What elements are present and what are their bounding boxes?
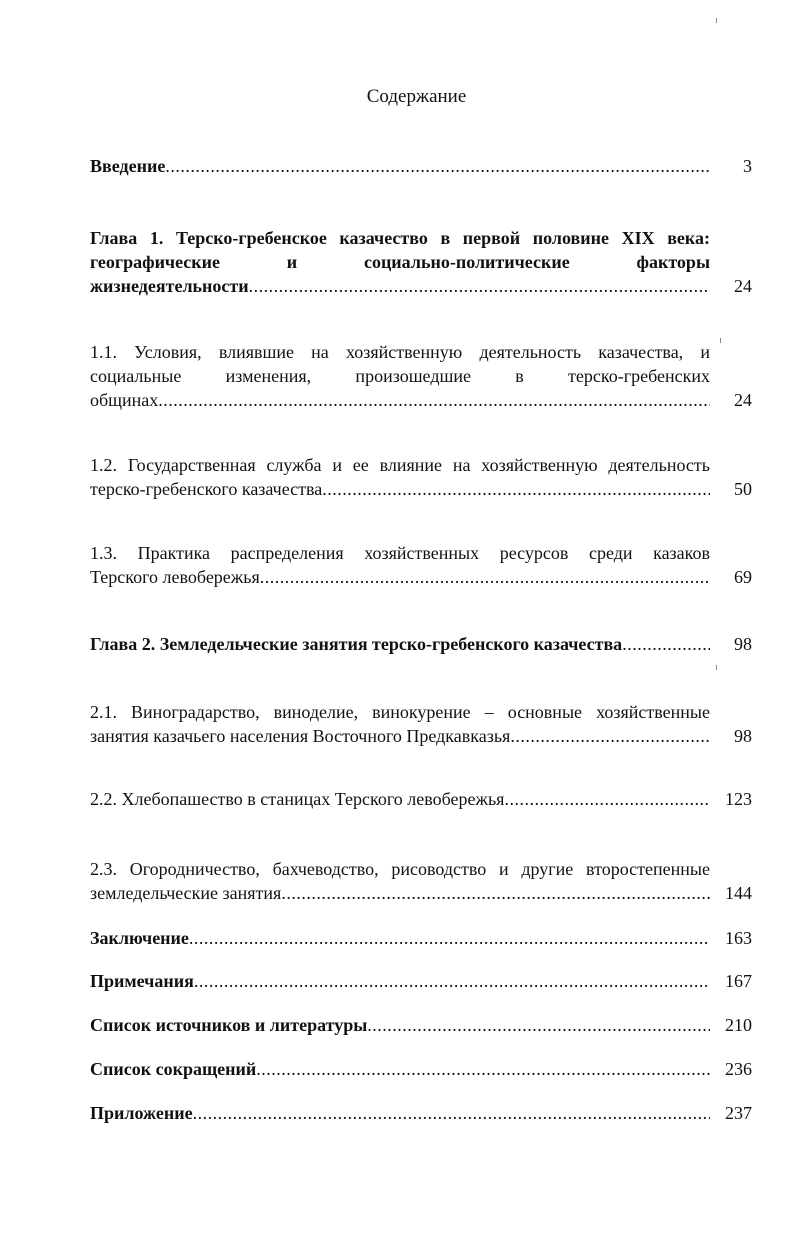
dot-leader xyxy=(158,388,710,412)
toc-entry-line: Глава 1. Терско-гребенское казачество в первой половине XIX века: xyxy=(90,228,710,248)
toc-entry-title: 2.2. Хлебопашество в станицах Терского левобережья xyxy=(90,789,505,809)
dot-leader xyxy=(194,969,710,993)
toc-page-number: 167 xyxy=(725,971,752,991)
toc-entry-title: Введение xyxy=(90,156,166,176)
toc-page-number: 210 xyxy=(725,1015,752,1035)
toc-entry-line: географические и социально-политические факторы xyxy=(90,252,710,272)
toc-page-number: 24 xyxy=(734,276,752,296)
dot-leader xyxy=(260,565,710,589)
toc-entry[interactable] xyxy=(90,1101,710,1125)
toc-page-number: 163 xyxy=(725,928,752,948)
dot-leader xyxy=(510,724,710,748)
toc-page-number: 69 xyxy=(734,567,752,587)
toc-entry-line: 1.1. Условия, влиявшие на хозяйственную деятельность казачества, и xyxy=(90,342,710,362)
toc-entry-last-line xyxy=(90,632,710,656)
toc-entry-last-line xyxy=(90,274,710,298)
toc-page-number: 98 xyxy=(734,726,752,746)
toc-entry-last-line xyxy=(90,565,710,589)
scan-speck xyxy=(716,18,717,23)
toc-entry-last-line xyxy=(90,1057,710,1081)
toc-entry[interactable] xyxy=(90,787,710,811)
toc-entry-line: 1.3. Практика распределения хозяйственных ресурсов среди казаков xyxy=(90,543,710,563)
toc-entry-last-line xyxy=(90,388,710,412)
toc-entry[interactable] xyxy=(90,340,710,412)
toc-entry-last-line xyxy=(90,969,710,993)
toc-page-number: 236 xyxy=(725,1059,752,1079)
toc-entry-title: Терского левобережья xyxy=(90,567,260,587)
toc-entry-title: терско-гребенского казачества xyxy=(90,479,323,499)
toc-entry-title: общинах xyxy=(90,390,159,410)
toc-entry-title: жизнедеятельности xyxy=(90,276,249,296)
dot-leader xyxy=(281,881,710,905)
toc-page-number: 123 xyxy=(725,789,752,809)
dot-leader xyxy=(622,632,710,656)
toc-page-number: 3 xyxy=(743,156,752,176)
toc-entry-title: Примечания xyxy=(90,971,194,991)
scan-speck xyxy=(716,665,717,670)
toc-entry[interactable] xyxy=(90,226,710,298)
toc-entry-last-line xyxy=(90,1101,710,1125)
toc-entry-last-line xyxy=(90,926,710,950)
toc-entry-line: 2.1. Виноградарство, виноделие, винокурение – основные хозяйственные xyxy=(90,702,710,722)
toc-entry-line: 1.2. Государственная служба и ее влияние на хозяйственную деятельность xyxy=(90,455,710,475)
toc-entry[interactable] xyxy=(90,154,710,178)
toc-entry-line: 2.3. Огородничество, бахчеводство, рисоводство и другие второстепенные xyxy=(90,859,710,879)
toc-entry[interactable] xyxy=(90,969,710,993)
toc-entry[interactable] xyxy=(90,541,710,589)
toc-entry-last-line xyxy=(90,881,710,905)
toc-entry[interactable] xyxy=(90,1057,710,1081)
toc-entry-last-line xyxy=(90,477,710,501)
toc-entry[interactable] xyxy=(90,453,710,501)
dot-leader xyxy=(322,477,710,501)
dot-leader xyxy=(165,154,710,178)
toc-entry-title: Список сокращений xyxy=(90,1059,257,1079)
toc-page-number: 98 xyxy=(734,634,752,654)
toc-entry-line: социальные изменения, произошедшие в терско-гребенских xyxy=(90,366,710,386)
toc-entry-title: Глава 2. Земледельческие занятия терско-гребенского казачества xyxy=(90,634,623,654)
toc-entry-title: Заключение xyxy=(90,928,189,948)
dot-leader xyxy=(193,1101,710,1125)
toc-entry[interactable] xyxy=(90,1013,710,1037)
toc-entry-title: Список источников и литературы xyxy=(90,1015,368,1035)
toc-entry-last-line xyxy=(90,1013,710,1037)
toc-entry-title: земледельческие занятия xyxy=(90,883,282,903)
scan-speck xyxy=(720,338,721,343)
toc-entry-title: Приложение xyxy=(90,1103,193,1123)
dot-leader xyxy=(367,1013,710,1037)
dot-leader xyxy=(189,926,710,950)
toc-entry[interactable] xyxy=(90,700,710,748)
toc-entry[interactable] xyxy=(90,632,710,656)
dot-leader xyxy=(249,274,710,298)
toc-entry-last-line xyxy=(90,724,710,748)
toc-entry[interactable] xyxy=(90,926,710,950)
toc-entry[interactable] xyxy=(90,857,710,905)
toc-page-number: 24 xyxy=(734,390,752,410)
toc-page-number: 50 xyxy=(734,479,752,499)
dot-leader xyxy=(256,1057,710,1081)
toc-entry-last-line xyxy=(90,787,710,811)
toc-page-number: 144 xyxy=(725,883,752,903)
page-title: Содержание xyxy=(366,86,467,107)
toc-page-number: 237 xyxy=(725,1103,752,1123)
toc-entry-last-line xyxy=(90,154,710,178)
dot-leader xyxy=(504,787,710,811)
toc-entry-title: занятия казачьего населения Восточного Предкавказья xyxy=(90,726,511,746)
